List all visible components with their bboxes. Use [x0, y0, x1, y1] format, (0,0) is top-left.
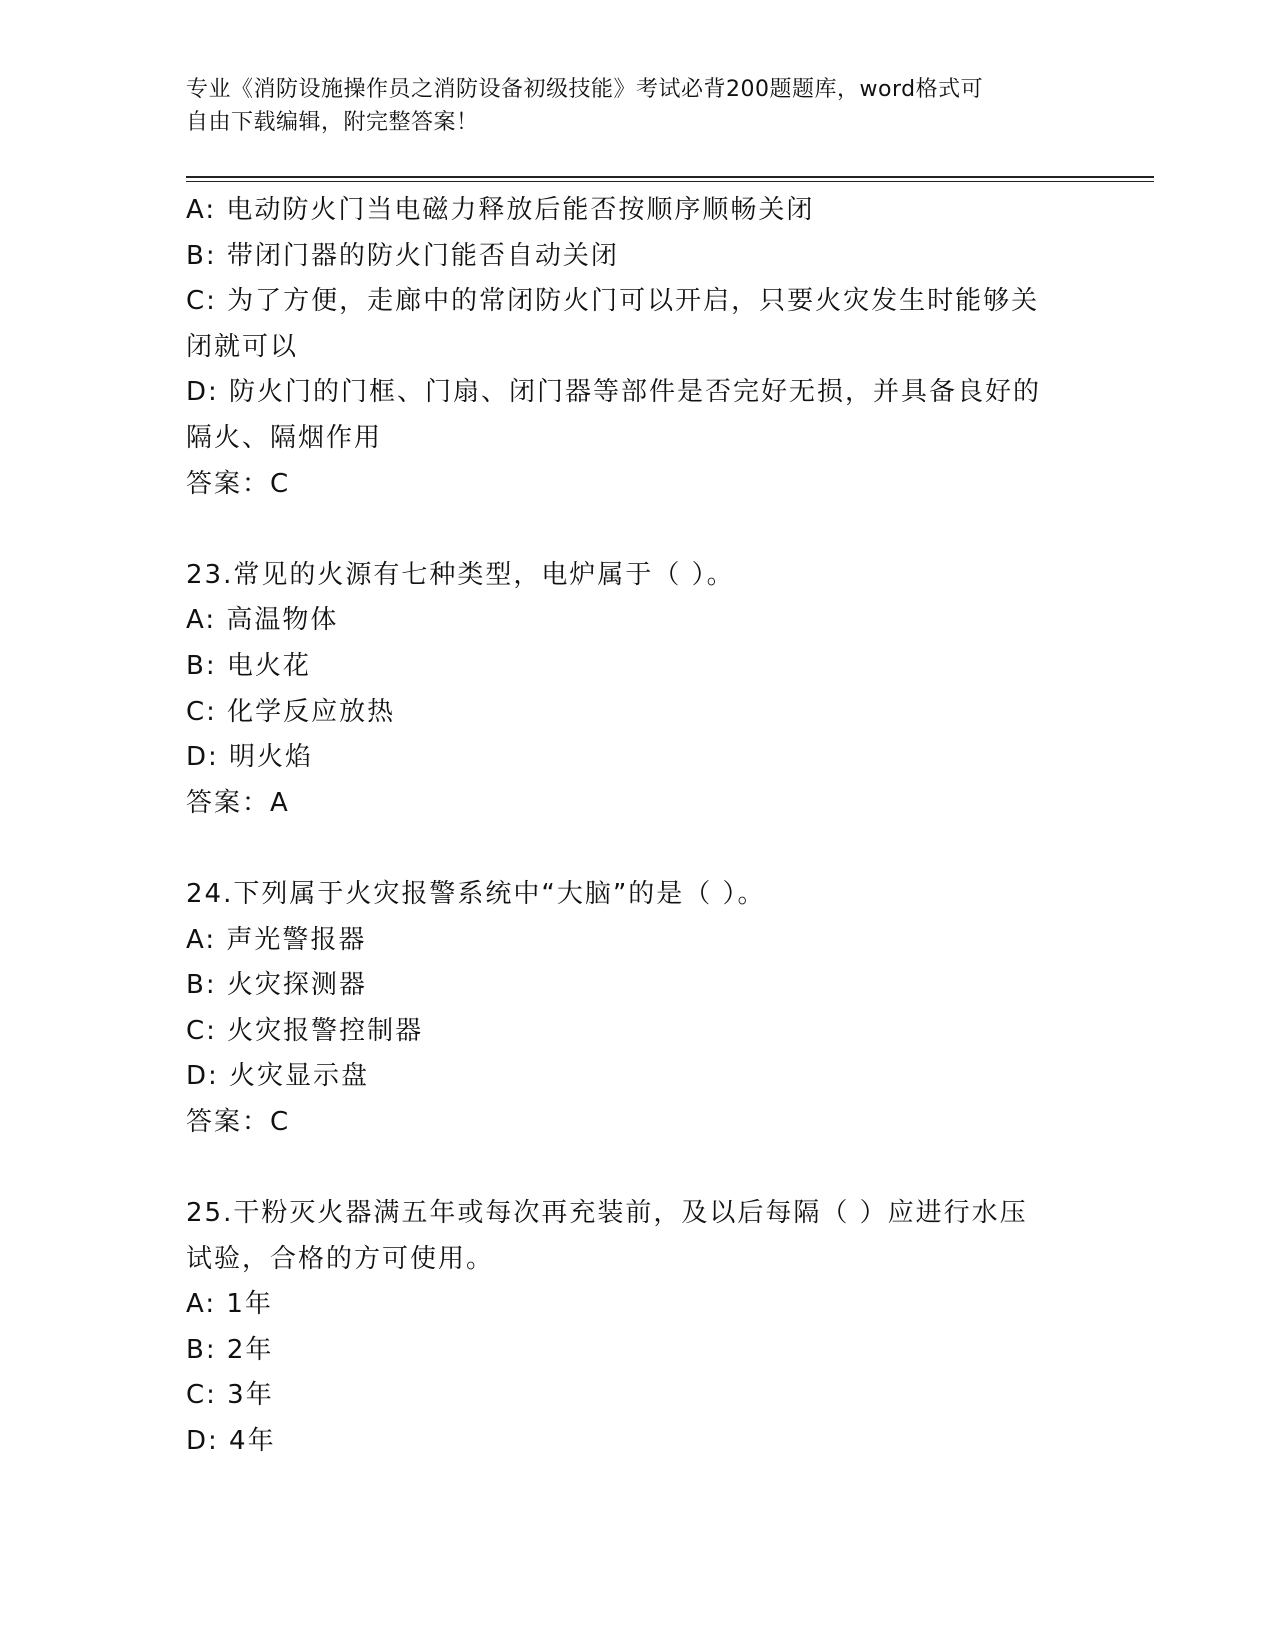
question-25-block: [186, 1191, 1076, 1465]
header-line-1: 专业《消防设施操作员之消防设备初级技能》考试必背200题题库，word格式可: [186, 77, 984, 102]
q25-option-b: B: 2年: [186, 1334, 274, 1365]
header-line-2: 自由下载编辑，附完整答案！: [186, 110, 479, 135]
q22-option-a: A: 电动防火门当电磁力释放后能否按顺序顺畅关闭: [186, 195, 815, 225]
q23-option-c: C: 化学反应放热: [186, 696, 396, 727]
q23-answer: 答案：A: [186, 787, 290, 818]
q23-question: 23.常见的火源有七种类型，电炉属于（ ）。: [186, 559, 735, 590]
q25-question-line-2: 试验，合格的方可使用。: [186, 1243, 495, 1274]
spacer: [186, 507, 1076, 553]
question-24-block: [186, 872, 1076, 1146]
q22-option-d-line-2: 隔火、隔烟作用: [186, 422, 383, 453]
q22-answer: 答案：C: [186, 468, 291, 499]
q22-option-d-line-1: D: 防火门的门框、门扇、闭门器等部件是否完好无损，并具备良好的: [186, 377, 1042, 408]
q23-option-b: B: 电火花: [186, 650, 311, 681]
spacer: [186, 826, 1076, 872]
q24-question: 24.下列属于火灾报警系统中“大脑”的是（ ）。: [186, 878, 766, 909]
q22-option-b: B: 带闭门器的防火门能否自动关闭: [186, 240, 619, 271]
q24-option-d: D: 火灾显示盘: [186, 1061, 370, 1092]
q22-option-c-line-2: 闭就可以: [186, 331, 299, 362]
q24-option-c: C: 火灾报警控制器: [186, 1015, 424, 1046]
q24-option-b: B: 火灾探测器: [186, 970, 367, 1001]
q23-option-a: A: 高温物体: [186, 605, 339, 636]
q24-option-a: A: 声光警报器: [186, 924, 367, 955]
question-23-block: [186, 553, 1076, 827]
header-divider-thick: [186, 176, 1154, 178]
q25-option-d: D: 4年: [186, 1426, 276, 1457]
q25-option-a: A: 1年: [186, 1289, 273, 1320]
spacer: [186, 1145, 1076, 1191]
q22-option-c-line-1: C: 为了方便，走廊中的常闭防火门可以开启，只要火灾发生时能够关: [186, 286, 1040, 317]
q25-question-line-1: 25.干粉灭火器满五年或每次再充装前，及以后每隔（ ）应进行水压: [186, 1198, 1028, 1229]
question-list: [186, 188, 1076, 1465]
question-22-block: [186, 188, 1076, 507]
q23-option-d: D: 明火焰: [186, 742, 314, 773]
header-divider-thin: [186, 181, 1154, 182]
q25-option-c: C: 3年: [186, 1380, 274, 1411]
q24-answer: 答案：C: [186, 1106, 291, 1137]
document-header: [186, 73, 1066, 139]
